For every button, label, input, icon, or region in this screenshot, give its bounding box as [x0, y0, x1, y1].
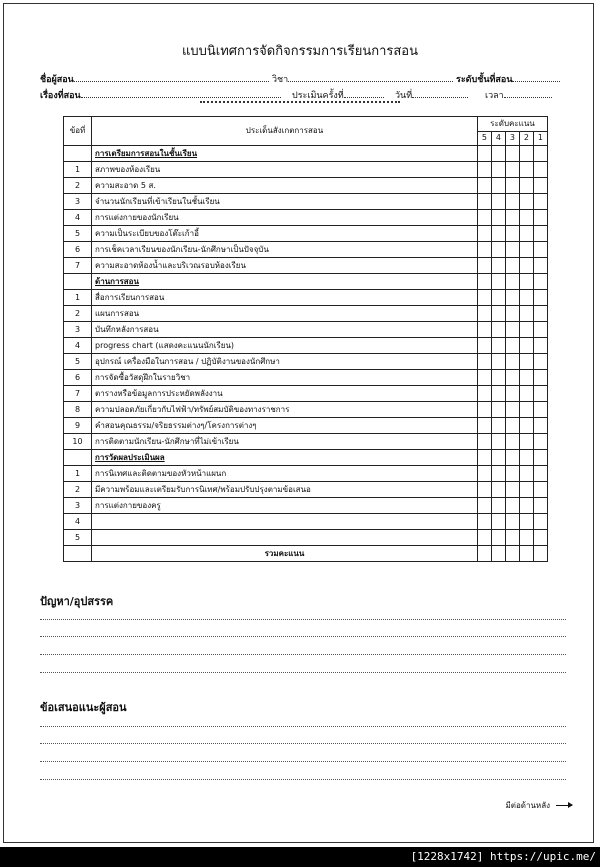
score-cell[interactable] [477, 402, 491, 418]
score-cell[interactable] [477, 482, 491, 498]
table-row [64, 178, 548, 194]
score-cell[interactable] [519, 530, 533, 546]
score-cell[interactable] [533, 178, 547, 194]
score-cell[interactable] [519, 434, 533, 450]
table-row [64, 226, 548, 242]
score-cell[interactable] [533, 274, 547, 290]
item-text: ตารางหรือข้อมูลการประหยัดพลังงาน [92, 386, 478, 402]
total-label: รวมคะแนน [92, 546, 478, 562]
item-text: ความสะอาดห้องน้ำและบริเวณรอบห้องเรียน [92, 258, 478, 274]
score-cell[interactable] [477, 466, 491, 482]
item-text: การติดตามนักเรียน-นักศึกษาที่ไม่เข้าเรียน [92, 434, 478, 450]
score-level: 1 [533, 131, 547, 146]
score-cell[interactable] [505, 210, 519, 226]
score-cell[interactable] [491, 178, 505, 194]
score-cell[interactable] [505, 434, 519, 450]
item-text: การแต่งกายของครู [92, 498, 478, 514]
section-title: การเตรียมการสอนในชั้นเรียน [95, 148, 198, 158]
level-label: ระดับชั้นที่สอน [456, 75, 513, 85]
problems-line[interactable] [40, 672, 566, 673]
level-field[interactable] [512, 72, 560, 82]
score-cell[interactable] [533, 162, 547, 178]
score-cell[interactable] [505, 370, 519, 386]
score-cell[interactable] [505, 466, 519, 482]
score-cell[interactable] [477, 386, 491, 402]
score-cell[interactable] [533, 370, 547, 386]
score-cell[interactable] [533, 242, 547, 258]
score-cell[interactable] [533, 434, 547, 450]
score-cell[interactable] [519, 194, 533, 210]
score-cell[interactable] [505, 498, 519, 514]
score-cell[interactable] [491, 210, 505, 226]
score-cell[interactable] [477, 498, 491, 514]
score-cell[interactable] [505, 322, 519, 338]
score-cell[interactable] [477, 210, 491, 226]
item-text: การแต่งกายของนักเรียน [92, 210, 478, 226]
item-number: 9 [64, 418, 92, 434]
score-cell[interactable] [519, 226, 533, 242]
score-cell[interactable] [519, 450, 533, 466]
score-cell[interactable] [491, 242, 505, 258]
score-level: 2 [519, 131, 533, 146]
score-cell[interactable] [477, 450, 491, 466]
subject-field[interactable] [288, 72, 453, 82]
item-number: 2 [64, 306, 92, 322]
score-cell[interactable] [505, 226, 519, 242]
item-text: มีความพร้อมและเตรียมรับการนิเทศ/พร้อมปรับปรุงตามข้อเสนอ [92, 482, 478, 498]
date-line [395, 88, 468, 102]
item-number: 5 [64, 530, 92, 546]
score-cell[interactable] [491, 146, 505, 162]
score-cell[interactable] [491, 258, 505, 274]
table-row [64, 466, 548, 482]
score-cell[interactable] [505, 418, 519, 434]
item-text: แผนการสอน [92, 306, 478, 322]
score-cell[interactable] [477, 306, 491, 322]
table-row [64, 370, 548, 386]
table-row [64, 354, 548, 370]
item-number: 8 [64, 402, 92, 418]
item-number: 5 [64, 226, 92, 242]
score-cell[interactable] [491, 306, 505, 322]
score-cell[interactable] [491, 434, 505, 450]
table-row [64, 242, 548, 258]
score-level: 5 [477, 131, 491, 146]
score-cell[interactable] [533, 194, 547, 210]
score-cell[interactable] [491, 386, 505, 402]
score-cell[interactable] [533, 210, 547, 226]
score-cell[interactable] [477, 146, 491, 162]
time-label: เวลา [485, 91, 504, 101]
score-cell[interactable] [505, 338, 519, 354]
score-cell[interactable] [505, 178, 519, 194]
score-cell[interactable] [519, 242, 533, 258]
section-row [64, 146, 548, 162]
score-cell[interactable] [477, 242, 491, 258]
score-cell[interactable] [533, 450, 547, 466]
table-row [64, 290, 548, 306]
section-row [64, 274, 548, 290]
item-text: การนิเทศและติดตามของหัวหน้าแผนก [92, 466, 478, 482]
score-cell[interactable] [491, 530, 505, 546]
score-cell[interactable] [519, 370, 533, 386]
score-cell[interactable] [491, 466, 505, 482]
score-cell[interactable] [533, 418, 547, 434]
round-field[interactable] [344, 88, 384, 98]
score-cell[interactable] [519, 306, 533, 322]
continue-label: มีต่อด้านหลัง [505, 801, 550, 810]
subject-label: วิชา [272, 75, 289, 85]
continue-note [505, 799, 572, 812]
subject-line [272, 72, 453, 86]
evaluation-table [63, 116, 548, 562]
score-cell[interactable] [477, 226, 491, 242]
total-score-cell[interactable] [533, 546, 547, 562]
level-line [456, 72, 560, 86]
score-cell[interactable] [505, 146, 519, 162]
score-cell[interactable] [491, 162, 505, 178]
score-cell[interactable] [533, 226, 547, 242]
item-number: 4 [64, 210, 92, 226]
score-cell[interactable] [477, 530, 491, 546]
score-cell[interactable] [519, 338, 533, 354]
round-label: ประเมินครั้งที่ [292, 91, 344, 101]
time-field[interactable] [504, 88, 552, 98]
score-level: 3 [505, 131, 519, 146]
item-text: ความเป็นระเบียบของโต๊ะเก้าอี้ [92, 226, 478, 242]
topic-line [40, 88, 281, 102]
score-cell[interactable] [505, 450, 519, 466]
table-row [64, 162, 548, 178]
score-cell[interactable] [505, 242, 519, 258]
item-text: จำนวนนักเรียนที่เข้าเรียนในชั้นเรียน [92, 194, 478, 210]
table-row [64, 258, 548, 274]
item-text: บันทึกหลังการสอน [92, 322, 478, 338]
score-cell[interactable] [505, 386, 519, 402]
topic-field[interactable] [81, 88, 281, 98]
score-cell[interactable] [533, 306, 547, 322]
score-cell[interactable] [477, 194, 491, 210]
score-cell[interactable] [519, 178, 533, 194]
item-text: การจัดซื้อวัสดุฝึกในรายวิชา [92, 370, 478, 386]
item-number: 6 [64, 242, 92, 258]
item-number: 3 [64, 194, 92, 210]
score-cell[interactable] [505, 402, 519, 418]
col-item-header: ประเด็นสังเกตการสอน [92, 117, 478, 146]
date-field[interactable] [412, 88, 468, 98]
score-cell[interactable] [519, 402, 533, 418]
problems-line[interactable] [40, 654, 566, 655]
table-row [64, 386, 548, 402]
score-cell[interactable] [491, 322, 505, 338]
item-number: 6 [64, 370, 92, 386]
score-cell[interactable] [533, 482, 547, 498]
item-text: สื่อการเรียนการสอน [92, 290, 478, 306]
table-row [64, 514, 548, 530]
score-cell[interactable] [519, 482, 533, 498]
score-cell[interactable] [533, 258, 547, 274]
item-number: 2 [64, 178, 92, 194]
watermark-text: [1228x1742] https://upic.me/ [410, 850, 596, 863]
score-cell[interactable] [519, 258, 533, 274]
item-number: 4 [64, 338, 92, 354]
score-cell[interactable] [491, 418, 505, 434]
score-cell[interactable] [505, 306, 519, 322]
score-cell[interactable] [505, 354, 519, 370]
item-text [92, 514, 478, 530]
score-cell[interactable] [505, 514, 519, 530]
score-cell[interactable] [519, 386, 533, 402]
problems-heading: ปัญหา/อุปสรรค [40, 595, 114, 608]
score-cell[interactable] [533, 514, 547, 530]
col-score-header: ระดับคะแนน [477, 117, 547, 132]
score-cell[interactable] [533, 338, 547, 354]
score-cell[interactable] [519, 354, 533, 370]
score-cell[interactable] [519, 146, 533, 162]
item-text: คำสอนคุณธรรม/จริยธรรมต่างๆ/โครงการต่างๆ [92, 418, 478, 434]
item-text: สภาพของห้องเรียน [92, 162, 478, 178]
item-number: 3 [64, 498, 92, 514]
round-line [292, 88, 384, 102]
teacher-name-label: ชื่อผู้สอน [40, 75, 74, 85]
item-number: 2 [64, 482, 92, 498]
separator [200, 101, 400, 103]
table-row [64, 306, 548, 322]
score-cell[interactable] [505, 290, 519, 306]
table-row [64, 530, 548, 546]
suggestions-line[interactable] [40, 743, 566, 744]
section-row [64, 450, 548, 466]
score-cell[interactable] [533, 402, 547, 418]
item-text: การเช็คเวลาเรียนของนักเรียน-นักศึกษาเป็นปัจจุบัน [92, 242, 478, 258]
item-number: 4 [64, 514, 92, 530]
score-cell[interactable] [519, 290, 533, 306]
item-text: ความสะอาด 5 ส. [92, 178, 478, 194]
item-number: 1 [64, 162, 92, 178]
score-cell[interactable] [477, 370, 491, 386]
item-text [92, 530, 478, 546]
item-number: 1 [64, 466, 92, 482]
suggestions-line[interactable] [40, 779, 566, 780]
score-cell[interactable] [519, 210, 533, 226]
score-cell[interactable] [533, 466, 547, 482]
table-row [64, 338, 548, 354]
date-label: วันที่ [395, 91, 413, 101]
score-cell[interactable] [533, 322, 547, 338]
item-text: ความปลอดภัยเกี่ยวกับไฟฟ้า/ทรัพย์สมบัติของทางราชการ [92, 402, 478, 418]
score-cell[interactable] [491, 290, 505, 306]
score-cell[interactable] [491, 226, 505, 242]
watermark-bar [0, 847, 600, 867]
table-row [64, 210, 548, 226]
score-cell[interactable] [519, 418, 533, 434]
table-row [64, 322, 548, 338]
score-cell[interactable] [519, 466, 533, 482]
score-cell[interactable] [477, 514, 491, 530]
score-cell[interactable] [519, 274, 533, 290]
section-title: ด้านการสอน [95, 276, 139, 286]
suggestions-line[interactable] [40, 761, 566, 762]
score-cell[interactable] [533, 386, 547, 402]
arrow-right-icon [556, 805, 572, 806]
time-line [485, 88, 552, 102]
item-number: 3 [64, 322, 92, 338]
score-cell[interactable] [491, 194, 505, 210]
score-cell[interactable] [477, 274, 491, 290]
table-row [64, 194, 548, 210]
form-title: แบบนิเทศการจัดกิจกรรมการเรียนการสอน [181, 44, 418, 59]
score-cell[interactable] [477, 418, 491, 434]
total-score-cell[interactable] [519, 546, 533, 562]
suggestions-heading: ข้อเสนอแนะผู้สอน [40, 701, 127, 714]
score-cell[interactable] [491, 514, 505, 530]
score-cell[interactable] [533, 146, 547, 162]
total-score-cell[interactable] [505, 546, 519, 562]
problems-line[interactable] [40, 636, 566, 637]
score-cell[interactable] [477, 322, 491, 338]
score-cell[interactable] [505, 258, 519, 274]
item-text: อุปกรณ์ เครื่องมือในการสอน / ปฏิบัติงานของนักศึกษา [92, 354, 478, 370]
item-number: 1 [64, 290, 92, 306]
score-cell[interactable] [505, 162, 519, 178]
score-cell[interactable] [491, 482, 505, 498]
score-cell[interactable] [519, 498, 533, 514]
score-cell[interactable] [491, 354, 505, 370]
score-cell[interactable] [519, 322, 533, 338]
score-cell[interactable] [477, 258, 491, 274]
item-number: 7 [64, 386, 92, 402]
teacher-name-field[interactable] [74, 72, 269, 82]
score-cell[interactable] [519, 514, 533, 530]
score-cell[interactable] [533, 290, 547, 306]
item-text: progress chart (แสดงคะแนนนักเรียน) [92, 338, 478, 354]
score-cell[interactable] [477, 434, 491, 450]
suggestions-line[interactable] [40, 726, 566, 727]
score-cell[interactable] [491, 370, 505, 386]
total-score-cell[interactable] [491, 546, 505, 562]
score-cell[interactable] [533, 498, 547, 514]
score-cell[interactable] [491, 402, 505, 418]
table-row [64, 482, 548, 498]
score-cell[interactable] [505, 530, 519, 546]
item-number: 10 [64, 434, 92, 450]
score-cell[interactable] [519, 162, 533, 178]
score-cell[interactable] [505, 194, 519, 210]
score-cell[interactable] [477, 290, 491, 306]
score-cell[interactable] [477, 162, 491, 178]
table-row [64, 418, 548, 434]
table-row [64, 402, 548, 418]
score-cell[interactable] [491, 498, 505, 514]
score-cell[interactable] [477, 338, 491, 354]
score-cell[interactable] [477, 178, 491, 194]
total-score-cell[interactable] [477, 546, 491, 562]
score-cell[interactable] [491, 338, 505, 354]
item-number: 5 [64, 354, 92, 370]
score-cell[interactable] [491, 450, 505, 466]
score-cell[interactable] [533, 530, 547, 546]
score-cell[interactable] [533, 354, 547, 370]
score-cell[interactable] [477, 354, 491, 370]
score-cell[interactable] [491, 274, 505, 290]
item-number: 7 [64, 258, 92, 274]
topic-label: เรื่องที่สอน [40, 91, 81, 101]
table-row [64, 498, 548, 514]
score-level: 4 [491, 131, 505, 146]
score-cell[interactable] [505, 274, 519, 290]
table-row [64, 434, 548, 450]
section-title: การวัดผลประเมินผล [95, 452, 165, 462]
score-cell[interactable] [505, 482, 519, 498]
problems-line[interactable] [40, 619, 566, 620]
teacher-name-line [40, 72, 269, 86]
col-no-header: ข้อที่ [64, 117, 92, 146]
